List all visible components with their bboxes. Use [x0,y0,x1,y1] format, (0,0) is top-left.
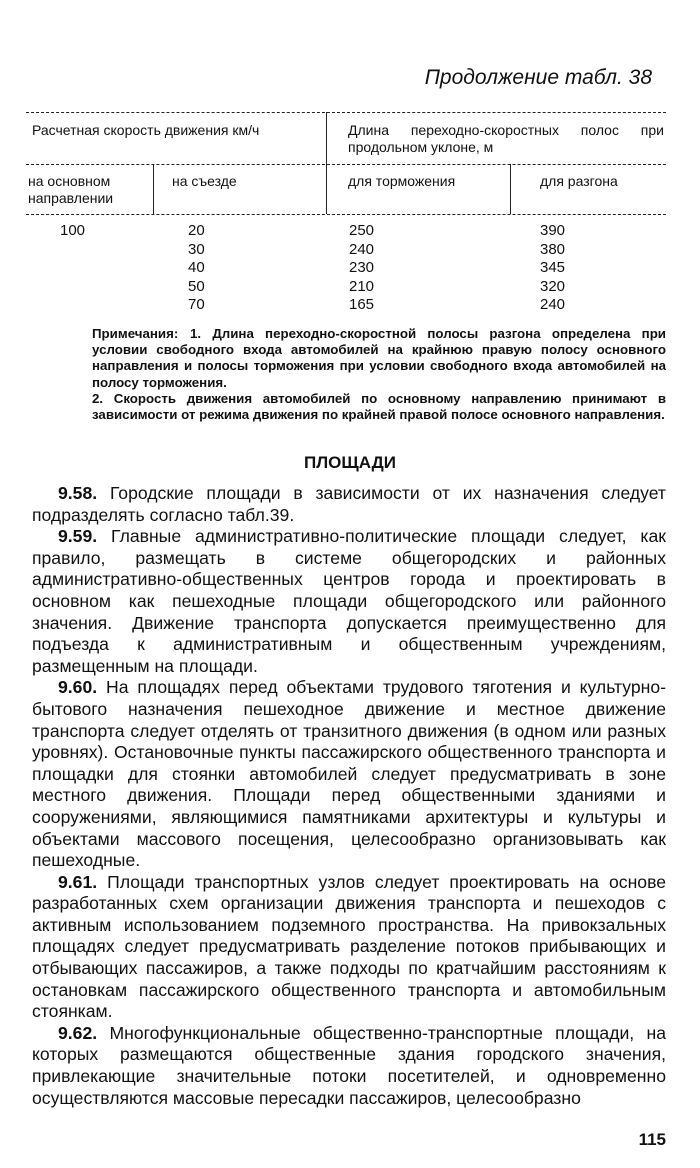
main-speed-cell: 100 [60,222,86,239]
table-cell: 320 [540,277,566,295]
paragraph [32,483,666,526]
table-cell: 165 [349,296,375,313]
paragraph [32,677,666,871]
header-speed: Расчетная скорость движения км/ч [32,122,260,138]
table-subheader-rule [26,214,666,215]
page-number: 115 [638,1130,666,1149]
table-cell: 250 [349,222,375,239]
subheader-main-direction: на основном направлении [28,173,114,206]
header-length: Длина переходно-скоростных полос при продольном уклоне, м [348,122,664,155]
table-cell: 20 [188,222,205,239]
paragraph-text: Главные административно-политические площади следует, как правило, размещать в системе общегородских и районных административно-общественных центров города и проектировать в основном как пешеходные площади общегородского или районного значения. Движение транспорта допускается преимущественно для подъезда к административным и общественным учреждениям, размещенным на площади. [32,526,666,676]
paragraph-text: Многофункциональные общественно-транспортные площади, на которых размещаются общественные здания городского значения, привлекающие значительные потоки посетителей, и одновременно осуществляются массовые пересадки пассажиров, целесообразно [32,1022,667,1108]
table-cell: 230 [349,259,375,276]
clause-number: 9.58. [58,483,98,503]
table-divider [153,164,154,214]
paragraph-text: Площади транспортных узлов следует проектировать на основе разработанных схем организации движения транспорта и пешеходов с активным использованием подземного пространства. На привокзальных площадях следует предусматривать разделение потоков прибывающих и отбывающих пассажиров, а также подходы по кратчайшим расстояниям к остановкам пассажирского общественного транспорта и автомобильным стоянкам. [32,871,666,1022]
body-text [32,483,666,1109]
table-divider [510,164,511,214]
subheader-braking: для торможения [348,173,456,189]
clause-number: 9.59. [58,526,98,547]
clause-number: 9.61. [58,871,98,892]
clause-number: 9.62. [58,1022,98,1043]
paragraph [32,526,666,677]
paragraph [32,1023,666,1109]
table-notes [92,326,666,423]
paragraph [32,872,666,1023]
braking-column [349,222,374,315]
notes-label: Примечания: [92,326,179,341]
paragraph-text: Городские площади в зависимости от их назначения следует подразделять согласно табл.39. [32,483,666,525]
table-cell: 40 [188,259,205,276]
table-cell: 30 [188,240,205,258]
table-cell: 240 [349,240,375,258]
table-cell: 390 [540,222,566,239]
subheader-exit: на съезде [172,173,237,189]
table-header-rule [26,164,666,165]
table-cell: 70 [188,296,205,313]
table-cell: 380 [540,240,566,258]
table-cell: 210 [349,277,375,295]
section-title: ПЛОЩАДИ [304,453,396,472]
table-cell: 240 [540,296,566,313]
table-cell: 345 [540,259,566,276]
note-2: 2. Скорость движения автомобилей по основному направлению принимают в зависимости от режима движения по крайней правой полосе основного направления. [92,390,666,423]
paragraph-text: На площадях перед объектами трудового тяготения и культурно-бытового назначения пешеходное движение и местное движение транспорта следует отделять от транзитного движения (в одном или разных уровнях). Остановочные пункты пассажирского общественного транспорта и площадки для стоянки автомобилей следует предусматривать в зоне местного движения. Площади перед общественными зданиями и сооружениями, являющимися памятниками архитектуры и культуры и объектами массового посещения, целесообразно организовывать как пешеходные. [32,677,666,871]
accel-column [540,222,565,315]
table-divider [326,112,327,214]
note-1: 1. Длина переходно-скоростной полосы разгона определена при условии свободного входа автомобилей на крайнюю правую полосу основного направления и полосы торможения при условии свободного входа автомобилей на полосу торможения. [92,326,666,390]
table-top-rule [26,112,666,113]
running-head: Продолжение табл. 38 [424,66,652,89]
table-cell: 50 [188,277,205,295]
subheader-accel: для разгона [540,173,618,189]
clause-number: 9.60. [58,677,98,698]
exit-speed-column [188,222,205,315]
